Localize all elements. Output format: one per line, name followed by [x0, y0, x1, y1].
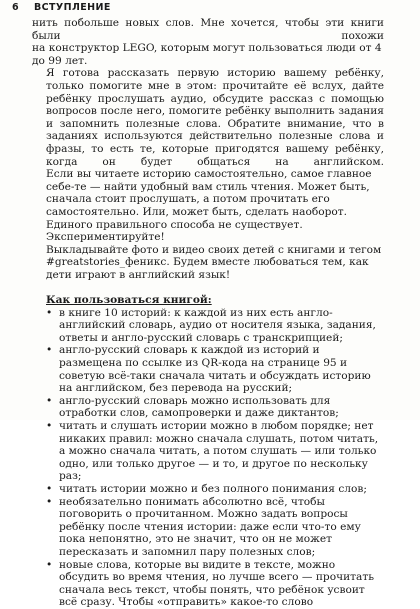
list-item: • необязательно понимать абсолютно всё, чтобы поговорить о прочитанном. Можно задать вопросы ребёнку после чтения истории: даже если что-то ему пока непонятно, это не значит, что он не может пересказать и запомнил пару полезных слов;	[46, 496, 384, 559]
list-item: • новые слова, которые вы видите в тексте, можно обсудить во время чтения, но лучше всего — прочитать сначала весь текст, чтобы понять, что ребёнок усвоит всё сразу. Чтобы «отправить» какое-то слово	[46, 559, 384, 609]
paragraph: Экспериментируйте!	[46, 231, 165, 244]
list-item: • читать и слушать истории можно в любом порядке; нет никаких правил: можно сначала слушать, потом читать, а можно сначала читать, а потом слушать — или только одно, или только другое — и то, и другое по нескольку раз;	[46, 420, 384, 483]
page-number: 6	[12, 2, 20, 13]
paragraph: Если вы читаете историю самостоятельно, самое главное себе-те — найти удобный вам стиль чтения. Может быть, сначала стоит прослушать, а потом прочитать его самостоятельно. Или, может быть, сделать наоборот. Единого правильного способа не существует.	[46, 168, 372, 231]
section-title: ВСТУПЛЕНИЕ	[34, 2, 111, 13]
paragraph: Я готова рассказать первую историю вашему ребёнку, только помогите мне в этом: прочитайте её вслух, дайте ребёнку прослушать аудио, обсудите рассказ с помощью вопросов после него, помогите ребёнку выполнить задания и запомнить полезные слова. Обратите внимание, что в заданиях используются действительно полезные слова и фразы, то есть те, которые пригодятся вашему ребёнку, когда он будет общаться на английском.	[46, 67, 384, 168]
paragraph-line: на конструктор LEGO, которым могут пользоваться люди от 4 до 99 лет.	[32, 42, 382, 67]
running-header	[12, 2, 111, 14]
list-item: • читать истории можно и без полного понимания слов;	[46, 483, 384, 496]
blank-line	[32, 281, 384, 294]
how-to-list	[32, 307, 384, 609]
paragraph: Выкладывайте фото и видео своих детей с книгами и тегом #greatstories_феникс. Будем вместе любоваться тем, как дети играют в английский язык!	[46, 243, 382, 281]
list-item: • в книге 10 историй: к каждой из них есть англо-английский словарь, аудио от носителя языка, задания, ответы и англо-русский словарь с транскрипцией;	[46, 307, 384, 345]
body-text	[32, 17, 384, 609]
list-item: • англо-русский словарь к каждой из историй и размещена по ссылке из QR-кода на странице 95 и советую всё-таки сначала читать и обсуждать историю на английском, без перевода на русский;	[46, 344, 384, 394]
list-item: • англо-русский словарь можно использовать для отработки слов, самопроверки и даже диктантов;	[46, 395, 384, 420]
paragraph-line: нить побольше новых слов. Мне хочется, чтобы эти книги были похожи	[32, 17, 384, 42]
how-to-title: Как пользоваться книгой:	[46, 294, 212, 307]
